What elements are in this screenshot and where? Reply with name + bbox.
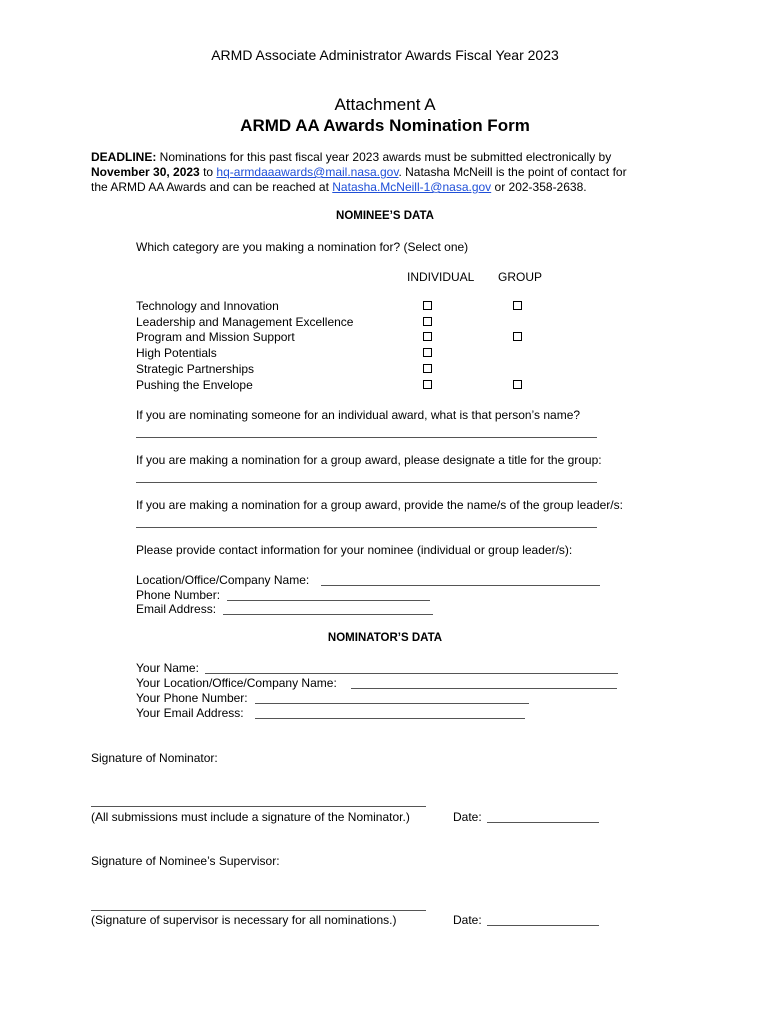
nominator-name-label: Your Name: [136,661,199,675]
individual-column-header: INDIVIDUAL [407,270,475,284]
deadline-to: to [199,165,217,179]
nominator-email-label: Your Email Address: [136,706,244,720]
individual-name-question: If you are nominating someone for an individual award, what is that person’s name? [136,408,581,422]
nominator-date-field[interactable] [487,822,599,823]
supervisor-date-label: Date: [453,913,482,927]
category-question: Which category are you making a nomination for? (Select one) [136,240,469,254]
deadline-date: November 30, 2023 [91,165,200,179]
group-checkbox[interactable] [513,332,522,341]
nominee-location-field[interactable] [321,585,600,586]
category-label: High Potentials [136,346,217,361]
deadline-contact-text: . Natasha McNeill is the point of contact for [398,165,627,179]
nominee-phone-label: Phone Number: [136,588,221,602]
nominee-email-label: Email Address: [136,602,217,616]
supervisor-signature-note: (Signature of supervisor is necessary for all nominations.) [91,913,397,927]
nominee-phone-field[interactable] [227,600,430,601]
deadline-line-3 [91,180,587,195]
group-leader-question: If you are making a nomination for a group award, provide the name/s of the group leader/s: [136,498,623,512]
contact-prompt: Please provide contact information for your nominee (individual or group leader/s): [136,543,573,557]
attachment-label: Attachment A [334,95,436,114]
deadline-phone-text: or 202-358-2638. [491,180,587,194]
nominator-location-field[interactable] [351,688,617,689]
deadline-label: DEADLINE: [91,150,157,164]
supervisor-signature-field[interactable] [91,910,426,911]
individual-checkbox[interactable] [423,332,432,341]
individual-name-field[interactable] [136,437,597,438]
nominator-email-field[interactable] [255,718,525,719]
supervisor-date-field[interactable] [487,925,599,926]
supervisor-signature-label: Signature of Nominee’s Supervisor: [91,854,280,868]
nominator-phone-field[interactable] [255,703,529,704]
category-label: Pushing the Envelope [136,377,253,392]
deadline-text: Nominations for this past fiscal year 2023 awards must be submitted electronically by [156,150,612,164]
awards-email-link[interactable]: hq-armdaaawards@mail.nasa.gov [216,165,399,179]
group-checkbox[interactable] [513,380,522,389]
individual-checkbox[interactable] [423,301,432,310]
nominee-email-field[interactable] [223,614,433,615]
deadline-line-2 [91,165,627,180]
document-header: ARMD Associate Administrator Awards Fiscal Year 2023 [211,47,559,63]
nominee-heading: NOMINEE’S DATA [336,210,434,222]
individual-checkbox[interactable] [423,380,432,389]
nominator-phone-label: Your Phone Number: [136,691,248,705]
category-label: Leadership and Management Excellence [136,314,354,329]
deadline-reach-text: the ARMD AA Awards and can be reached at [91,180,333,194]
nominee-location-label: Location/Office/Company Name: [136,573,310,587]
group-checkbox[interactable] [513,301,522,310]
deadline-line-1 [91,150,611,165]
nominator-signature-note: (All submissions must include a signature of the Nominator.) [91,810,410,824]
category-label: Strategic Partnerships [136,361,255,376]
nominator-name-field[interactable] [205,673,618,674]
group-column-header: GROUP [498,270,543,284]
nominator-date-label: Date: [453,810,482,824]
nominator-location-label: Your Location/Office/Company Name: [136,676,337,690]
group-title-question: If you are making a nomination for a group award, please designate a title for the group: [136,453,602,467]
form-title: ARMD AA Awards Nomination Form [240,116,530,135]
group-leader-field[interactable] [136,527,597,528]
category-label: Technology and Innovation [136,299,279,313]
nominator-heading: NOMINATOR’S DATA [327,632,443,644]
individual-checkbox[interactable] [423,348,432,357]
individual-checkbox[interactable] [423,317,432,326]
individual-checkbox[interactable] [423,364,432,373]
contact-email-link[interactable]: Natasha.McNeill-1@nasa.gov [332,180,492,194]
category-label: Program and Mission Support [136,330,295,345]
group-title-field[interactable] [136,482,597,483]
nominator-signature-field[interactable] [91,806,426,807]
nominator-signature-label: Signature of Nominator: [91,751,218,765]
